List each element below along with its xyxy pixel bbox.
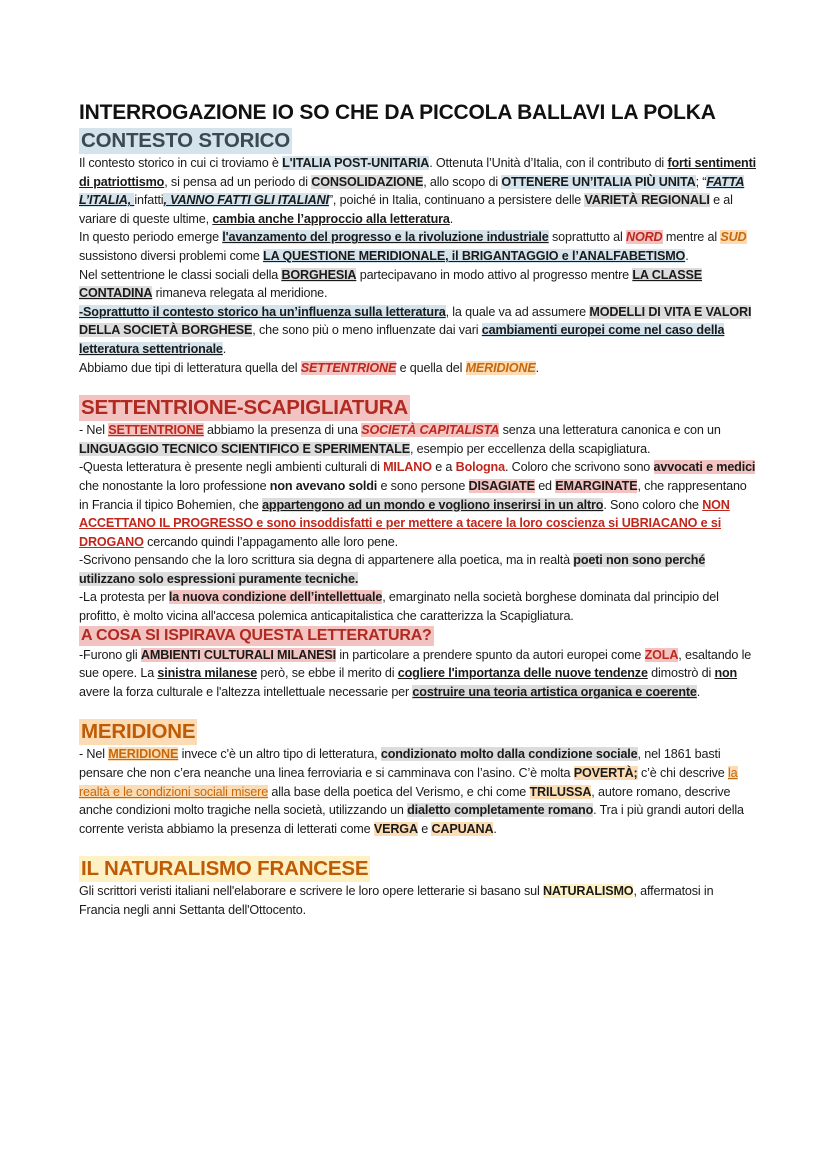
text-run: . Ottenuta l’Unità d’Italia, con il contributo di [429, 156, 668, 170]
text-run: , che sono più o meno influenzate dai vari [252, 323, 482, 338]
heading-meridione: MERIDIONE [81, 720, 196, 744]
highlight-teoria-artistica: costruire una teoria artistica organica e coerente [412, 684, 697, 699]
text-run: . Coloro che scrivono sono [504, 460, 654, 475]
highlight-linguaggio-tecnico: LINGUAGGIO TECNICO SCIENTIFICO E SPERIMENTALE [79, 441, 410, 456]
text-run: infatti [134, 193, 164, 208]
settentrione-paragraph-4 [79, 588, 756, 625]
text-run: in particolare a prendere spunto da autori europei come [336, 647, 645, 662]
contesto-paragraph-2 [79, 228, 756, 265]
text-run: -Furono gli [79, 647, 141, 662]
text-run: e a [431, 460, 456, 475]
highlight-settentrione: SETTENTRIONE [300, 360, 397, 375]
highlight-influenza-letteratura: -Soprattutto il contesto storico ha un’influenza sulla letteratura [79, 304, 446, 319]
text-run: Nel settentrione le classi sociali della [79, 267, 282, 282]
settentrione-paragraph-1 [79, 421, 756, 458]
text-run: . Tra i più grandi autori della corrente verista abbiamo la presenza di letterati come [79, 803, 744, 836]
contesto-paragraph-1 [79, 154, 756, 228]
highlight-meridione-2: MERIDIONE [108, 747, 179, 762]
highlight-cambiamenti-europei: cambiamenti europei come nel caso della letteratura settentrionale [79, 323, 725, 356]
text-run: che nonostante la loro professione [79, 478, 270, 493]
highlight-sud: SUD [720, 230, 747, 245]
text-run: però, se ebbe il merito di [257, 666, 398, 681]
text-run: - Nel [79, 747, 109, 762]
underline-patriottismo: forti sentimenti di patriottismo [79, 156, 756, 189]
text-run: e al variare di queste ultime, [79, 193, 733, 226]
text-run: , esempio per eccellenza della scapigliatura. [409, 441, 651, 456]
section-gap [79, 377, 756, 395]
text-run: . [685, 248, 689, 263]
text-run: abbiamo la presenza di una [203, 423, 362, 438]
settentrione-paragraph-2 [79, 458, 756, 551]
highlight-condizioni-misere: la realtà e le condizioni sociali misere [79, 766, 738, 799]
highlight-classe-contadina: LA CLASSE CONTADINA [79, 267, 702, 301]
text-run: partecipavano in modo attivo al progresso mentre [356, 267, 633, 282]
text-run: , allo scopo di [423, 174, 502, 189]
text-run: rimaneva relegata al meridione. [152, 286, 328, 301]
contesto-paragraph-3 [79, 266, 756, 303]
text-run: , si pensa ad un periodo di [164, 174, 312, 189]
highlight-nord: NORD [626, 230, 663, 245]
text-run: Abbiamo due tipi di letteratura quella del [79, 360, 301, 375]
quote-fatta-italia: FATTA L’ITALIA, [79, 174, 745, 208]
underline-non: non [714, 666, 738, 681]
text-run: Gli scrittori veristi italiani nell'elaborare e scrivere le loro opere letterarie si basano sul [79, 884, 543, 899]
highlight-disagiate: DISAGIATE [468, 478, 535, 493]
highlight-italia-post-unitaria: L'ITALIA POST-UNITARIA [282, 156, 430, 170]
text-run: c’è chi descrive [637, 766, 728, 781]
text-run: ; “ [695, 174, 707, 189]
heading-settentrione-scapigliatura: SETTENTRIONE-SCAPIGLIATURA [81, 396, 408, 420]
highlight-poverta: POVERTÀ; [573, 766, 638, 781]
text-milano: MILANO [383, 460, 432, 475]
highlight-ambienti-milanesi: AMBIENTI CULTURALI MILANESI [140, 647, 337, 662]
text-run: , nel 1861 basti pensare che non c’era neanche una linea ferroviaria e si camminava con l’asino. C’è molta [79, 747, 721, 781]
contesto-paragraph-5 [79, 359, 756, 378]
highlight-settentrione-2: SETTENTRIONE [108, 423, 204, 438]
highlight-zola: ZOLA [644, 647, 679, 662]
highlight-avvocati-medici: avvocati e medici [653, 460, 756, 475]
highlight-emarginate: EMARGINATE [555, 478, 638, 493]
section-gap [79, 701, 756, 719]
text-run: . [493, 821, 497, 836]
text-run: e sono persone [377, 478, 469, 493]
heading-naturalismo-francese: IL NATURALISMO FRANCESE [81, 857, 369, 881]
text-run: . [535, 360, 539, 375]
text-run: , autore romano, descrive anche condizioni molto tragiche nella società, utilizzando un [79, 784, 731, 818]
highlight-condizione-sociale: condizionato molto dalla condizione sociale [380, 747, 638, 762]
text-run: -La protesta per [79, 590, 169, 605]
text-run: , esaltando le sue opere. La [79, 647, 752, 681]
text-run: -Questa letteratura è presente negli ambienti culturali di [79, 460, 384, 475]
text-run: . [696, 684, 701, 699]
contesto-paragraph-4 [79, 303, 756, 359]
text-run: , emarginato nella società borghese dominata dal principio del profitto, è molto vicina all'accesa polemica anticapitalistica che caratterizza la Scapigliatura. [79, 590, 719, 624]
text-run: , affermatosi in Francia negli anni Settanta dell'Ottocento. [79, 884, 714, 917]
highlight-capuana: CAPUANA [431, 821, 494, 836]
text-non-avevano-soldi: non avevano soldi [269, 478, 378, 493]
highlight-consolidazione: CONSOLIDAZIONE [311, 174, 424, 189]
highlight-dialetto-romano: dialetto completamente romano [407, 803, 594, 818]
ispirava-paragraph-1 [79, 646, 756, 702]
highlight-trilussa: TRILUSSA [529, 784, 592, 799]
text-run: e [417, 821, 432, 836]
text-run: ed [534, 478, 556, 493]
underline-nuove-tendenze: cogliere l'importanza delle nuove tendenze [397, 666, 648, 681]
text-run: , che rappresentano in Francia il tipico Bohemien, che [79, 478, 747, 512]
highlight-varieta-regionali: VARIETÀ REGIONALI [584, 193, 710, 208]
highlight-condizione-intellettuale: la nuova condizione dell’intellettuale [168, 590, 383, 605]
naturalismo-paragraph-1 [79, 882, 756, 919]
text-run: sussistono diversi problemi come [79, 248, 264, 263]
highlight-naturalismo: NATURALISMO [542, 884, 634, 899]
highlight-progresso: l'avanzamento del progresso e la rivoluzione industriale [222, 230, 549, 245]
text-run: . [449, 211, 454, 226]
highlight-societa-capitalista: SOCIETÀ CAPITALISTA [361, 423, 500, 438]
meridione-paragraph-1 [79, 745, 756, 838]
heading-contesto-storico: CONTESTO STORICO [81, 129, 291, 152]
text-run: e quella del [396, 360, 466, 375]
text-run: - Nel [79, 423, 109, 438]
text-run: In questo periodo emerge [79, 230, 223, 245]
highlight-borghesia: BORGHESIA [281, 267, 357, 282]
quote-fatti-italiani: , VANNO FATTI GLI ITALIANI [163, 193, 329, 208]
text-run: soprattutto al [548, 230, 627, 245]
text-run: cercando quindi l’appagamento alle loro pene. [143, 534, 398, 549]
text-run: dimostrò di [647, 666, 715, 681]
text-run: avere la forza culturale e l'altezza intellettuale necessarie per [79, 684, 413, 699]
highlight-verga: VERGA [373, 821, 418, 836]
highlight-modelli-di-vita: MODELLI DI VITA E VALORI DELLA SOCIETÀ BORGHESE [79, 304, 752, 338]
text-run: , la quale va ad assumere [445, 304, 590, 319]
highlight-appartengono-mondo: appartengono ad un mondo e vogliono inserirsi in un altro [262, 497, 604, 512]
text-run: . [222, 341, 227, 356]
highlight-italia-unita: OTTENERE UN’ITALIA PIÙ UNITA [501, 174, 696, 189]
text-run: Il contesto storico in cui ci troviamo è [79, 156, 283, 170]
highlight-meridione: MERIDIONE [465, 360, 536, 375]
text-run: senza una letteratura canonica e con un [499, 423, 721, 438]
settentrione-paragraph-3 [79, 551, 756, 588]
text-run: alla base della poetica del Verismo, e chi come [268, 784, 530, 799]
text-bologna: Bologna [455, 460, 505, 475]
underline-non-accettano-progresso: NON ACCETTANO IL PROGRESSO e sono insoddisfatti e per mettere a tacere la loro coscienza si UBRIACANO e si DROGANO [79, 497, 730, 549]
underline-approccio-letteratura: cambia anche l’approccio alla letteratura [212, 211, 450, 226]
text-run: ”, poiché in Italia, continuano a persistere delle [328, 193, 585, 208]
highlight-questione-meridionale: LA QUESTIONE MERIDIONALE, il BRIGANTAGGIO e l’ANALFABETISMO [263, 248, 686, 263]
text-run: invece c'è un altro tipo di letteratura, [178, 747, 381, 762]
underline-sinistra-milanese: sinistra milanese [157, 666, 258, 681]
text-run: -Scrivono pensando che la loro scrittura sia degna di appartenere alla poetica, ma in realtà [79, 553, 574, 568]
section-gap [79, 838, 756, 856]
heading-a-cosa-si-ispirava: A COSA SI ISPIRAVA QUESTA LETTERATURA? [81, 626, 432, 644]
page-title: INTERROGAZIONE IO SO CHE DA PICCOLA BALLAVI LA POLKA [79, 101, 716, 124]
text-run: . Sono coloro che [603, 497, 703, 512]
highlight-poeti-non-sono: poeti non sono perché utilizzano solo espressioni puramente tecniche. [79, 553, 706, 586]
text-run: mentre al [662, 230, 721, 245]
